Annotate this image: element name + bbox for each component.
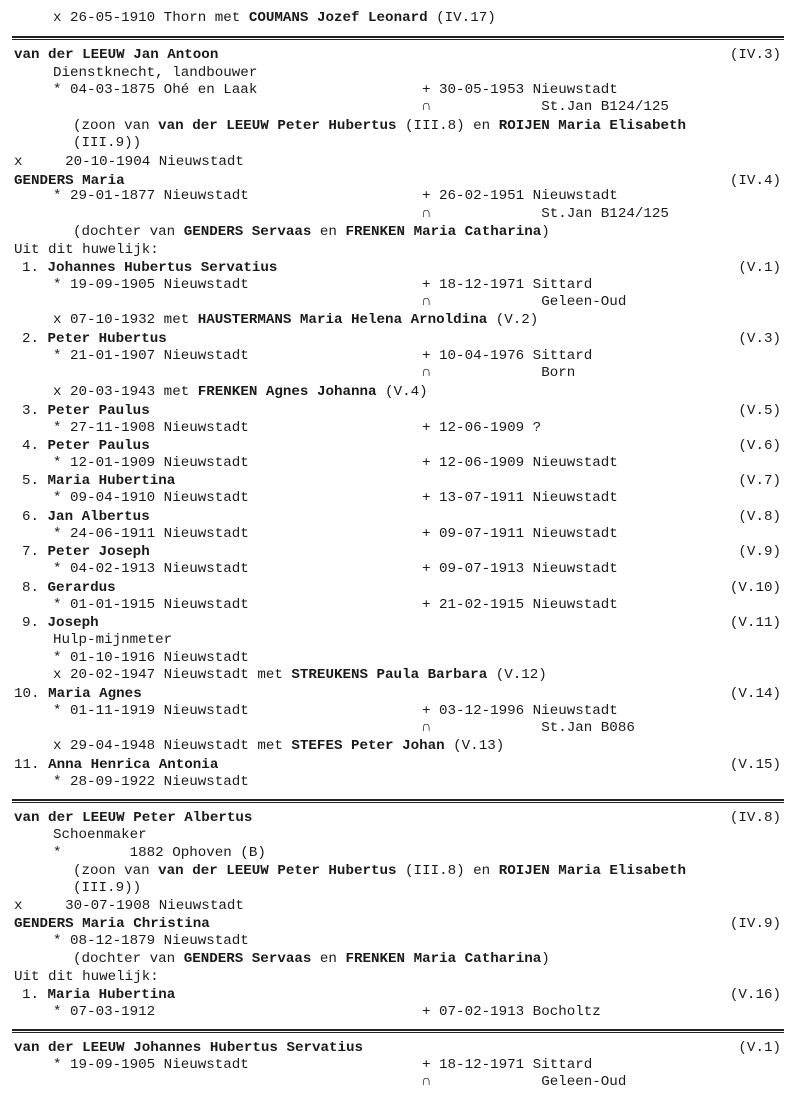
record-line	[73, 951, 550, 968]
record-line	[53, 933, 249, 950]
generation-reference: (V.8)	[738, 509, 781, 525]
generation-reference: (V.10)	[729, 580, 781, 596]
generation-reference: (V.14)	[729, 686, 781, 702]
line-text: 6.	[22, 509, 48, 525]
line-text: * 1882 Ophoven (B)	[53, 845, 266, 861]
record-line	[22, 580, 116, 597]
person-name: Jan Albertus	[47, 509, 150, 525]
generation-reference: (V.7)	[738, 473, 781, 489]
line-text: 2.	[22, 331, 48, 347]
death-burial-field: + 18-12-1971 Sittard	[422, 1057, 593, 1073]
person-name: Johannes Hubertus Servatius	[47, 260, 278, 276]
line-text: * 29-01-1877 Nieuwstadt	[53, 188, 249, 204]
record-line	[22, 403, 150, 420]
line-text: * 01-01-1915 Nieuwstadt	[53, 597, 249, 613]
line-text: * 21-01-1907 Nieuwstadt	[53, 348, 249, 364]
death-burial-field: + 12-06-1909 ?	[422, 420, 542, 436]
person-name: COUMANS Jozef Leonard	[248, 10, 428, 26]
record-line	[22, 544, 150, 561]
death-burial-field: ∩ St.Jan B086	[422, 720, 635, 736]
record-line	[53, 1057, 249, 1074]
record-line	[53, 1004, 155, 1021]
record-line	[22, 438, 150, 455]
record-line	[53, 312, 538, 329]
line-text: 10.	[14, 686, 49, 702]
person-name: Anna Henrica Antonia	[48, 757, 219, 773]
line-text: 8.	[22, 580, 48, 596]
line-text: (dochter van	[73, 951, 184, 967]
record-line	[53, 774, 249, 791]
death-burial-field: ∩ St.Jan B124/125	[422, 206, 669, 222]
death-burial-field: + 13-07-1911 Nieuwstadt	[422, 490, 618, 506]
record-line	[22, 615, 99, 632]
person-name: GENDERS Maria Christina	[14, 916, 210, 932]
line-text: 5.	[22, 473, 48, 489]
record-line	[53, 188, 249, 205]
line-text: Dienstknecht, landbouwer	[53, 65, 258, 81]
death-burial-field: ∩ Geleen-Oud	[422, 294, 627, 310]
line-text-after: )	[541, 951, 550, 967]
record-line	[14, 686, 142, 703]
line-text: x 20-02-1947 Nieuwstadt met	[53, 667, 292, 683]
record-line	[53, 738, 504, 755]
person-name: van der LEEUW Johannes Hubertus Servatius	[14, 1040, 364, 1056]
record-line	[53, 277, 249, 294]
section-divider	[12, 36, 784, 40]
line-text: Hulp-mijnmeter	[53, 632, 173, 648]
record-line	[14, 810, 252, 827]
record-line	[53, 65, 257, 82]
record-line	[53, 10, 496, 27]
line-text: 11.	[14, 757, 49, 773]
generation-reference: (V.6)	[738, 438, 781, 454]
record-line	[73, 135, 141, 152]
record-line	[53, 827, 147, 844]
line-text: (zoon van	[73, 863, 159, 879]
line-text: (III.9))	[73, 880, 142, 896]
line-text-after: (V.13)	[444, 738, 505, 754]
record-line	[53, 490, 249, 507]
record-line	[53, 667, 547, 684]
line-text: * 19-09-1905 Nieuwstadt	[53, 1057, 249, 1073]
death-burial-field: + 30-05-1953 Nieuwstadt	[422, 82, 618, 98]
line-text: * 04-02-1913 Nieuwstadt	[53, 561, 249, 577]
generation-reference: (IV.8)	[729, 810, 781, 826]
line-text: * 04-03-1875 Ohé en Laak	[53, 82, 258, 98]
person-name: ROIJEN Maria Elisabeth	[498, 118, 687, 134]
person-name: Maria Hubertina	[47, 473, 176, 489]
person-name: van der LEEUW Peter Hubertus	[158, 118, 397, 134]
record-line	[14, 898, 244, 915]
record-line	[73, 880, 141, 897]
line-text-after: en	[311, 951, 346, 967]
record-line	[53, 526, 249, 543]
record-line	[53, 650, 249, 667]
record-line	[14, 154, 244, 171]
record-line	[22, 509, 150, 526]
line-text: 7.	[22, 544, 48, 560]
line-text: x 07-10-1932 met	[53, 312, 198, 328]
death-burial-field: + 07-02-1913 Bocholtz	[422, 1004, 601, 1020]
generation-reference: (V.1)	[738, 260, 781, 276]
person-name: Maria Hubertina	[47, 987, 176, 1003]
line-text: 9.	[22, 615, 48, 631]
line-text: x 26-05-1910 Thorn met	[53, 10, 249, 26]
person-name: STEFES Peter Johan	[291, 738, 445, 754]
person-name: FRENKEN Agnes Johanna	[197, 384, 377, 400]
record-line	[53, 632, 172, 649]
death-burial-field: ∩ Born	[422, 365, 576, 381]
generation-reference: (IV.4)	[729, 173, 781, 189]
death-burial-field: + 18-12-1971 Sittard	[422, 277, 593, 293]
record-line	[22, 473, 175, 490]
line-text: (III.9))	[73, 135, 142, 151]
record-line	[14, 969, 159, 986]
record-line	[53, 703, 249, 720]
line-text: * 28-09-1922 Nieuwstadt	[53, 774, 249, 790]
line-text-after: (IV.17)	[427, 10, 496, 26]
person-name: van der LEEUW Peter Albertus	[14, 810, 253, 826]
section-divider	[12, 1029, 784, 1033]
record-line	[53, 82, 257, 99]
generation-reference: (V.16)	[729, 987, 781, 1003]
line-text-after: (V.2)	[487, 312, 539, 328]
record-line	[53, 455, 249, 472]
person-name: FRENKEN Maria Catharina	[345, 951, 542, 967]
person-name: ROIJEN Maria Elisabeth	[498, 863, 687, 879]
record-line	[53, 348, 249, 365]
person-name: Peter Joseph	[47, 544, 150, 560]
line-text: * 08-12-1879 Nieuwstadt	[53, 933, 249, 949]
generation-reference: (IV.9)	[729, 916, 781, 932]
person-name: GENDERS Maria	[14, 173, 125, 189]
line-text: x 30-07-1908 Nieuwstadt	[14, 898, 244, 914]
record-line	[22, 260, 277, 277]
record-line	[22, 331, 167, 348]
death-burial-field: ∩ St.Jan B124/125	[422, 99, 669, 115]
record-line	[53, 845, 266, 862]
record-line	[14, 1040, 363, 1057]
record-line	[14, 916, 210, 933]
generation-reference: (V.11)	[729, 615, 781, 631]
record-line	[53, 384, 428, 401]
record-line	[14, 242, 159, 259]
line-text-after: (V.4)	[376, 384, 428, 400]
section-divider	[12, 799, 784, 803]
death-burial-field: + 03-12-1996 Nieuwstadt	[422, 703, 618, 719]
line-text: 4.	[22, 438, 48, 454]
person-name: Peter Paulus	[47, 438, 150, 454]
line-text: * 01-11-1919 Nieuwstadt	[53, 703, 249, 719]
record-line	[73, 224, 550, 241]
death-burial-field: + 09-07-1913 Nieuwstadt	[422, 561, 618, 577]
person-name: Joseph	[47, 615, 99, 631]
line-text: * 01-10-1916 Nieuwstadt	[53, 650, 249, 666]
record-line	[53, 597, 249, 614]
death-burial-field: + 21-02-1915 Nieuwstadt	[422, 597, 618, 613]
death-burial-field: + 10-04-1976 Sittard	[422, 348, 593, 364]
record-line	[22, 987, 175, 1004]
line-text: * 07-03-1912	[53, 1004, 156, 1020]
line-text: 3.	[22, 403, 48, 419]
line-text: x 20-10-1904 Nieuwstadt	[14, 154, 244, 170]
line-text: 1.	[22, 987, 48, 1003]
record-line	[73, 863, 686, 880]
person-name: GENDERS Servaas	[183, 224, 312, 240]
record-line	[73, 118, 686, 135]
line-text: (dochter van	[73, 224, 184, 240]
line-text: Schoenmaker	[53, 827, 147, 843]
line-text: Uit dit huwelijk:	[14, 242, 159, 258]
person-name: HAUSTERMANS Maria Helena Arnoldina	[197, 312, 488, 328]
death-burial-field: + 12-06-1909 Nieuwstadt	[422, 455, 618, 471]
person-name: Maria Agnes	[48, 686, 142, 702]
line-text: Uit dit huwelijk:	[14, 969, 159, 985]
person-name: Gerardus	[47, 580, 116, 596]
generation-reference: (V.9)	[738, 544, 781, 560]
line-text: * 24-06-1911 Nieuwstadt	[53, 526, 249, 542]
person-name: Peter Hubertus	[47, 331, 167, 347]
line-text-after: (III.8) en	[396, 863, 499, 879]
death-burial-field: + 26-02-1951 Nieuwstadt	[422, 188, 618, 204]
line-text: x 20-03-1943 met	[53, 384, 198, 400]
person-name: STREUKENS Paula Barbara	[291, 667, 488, 683]
line-text: * 09-04-1910 Nieuwstadt	[53, 490, 249, 506]
person-name: Peter Paulus	[47, 403, 150, 419]
person-name: van der LEEUW Peter Hubertus	[158, 863, 397, 879]
person-name: van der LEEUW Jan Antoon	[14, 47, 219, 63]
line-text: x 29-04-1948 Nieuwstadt met	[53, 738, 292, 754]
death-burial-field: + 09-07-1911 Nieuwstadt	[422, 526, 618, 542]
record-line	[53, 420, 249, 437]
generation-reference: (IV.3)	[729, 47, 781, 63]
generation-reference: (V.5)	[738, 403, 781, 419]
generation-reference: (V.3)	[738, 331, 781, 347]
line-text-after: (III.8) en	[396, 118, 499, 134]
line-text: * 12-01-1909 Nieuwstadt	[53, 455, 249, 471]
death-burial-field: ∩ Geleen-Oud	[422, 1074, 627, 1090]
record-line	[14, 757, 218, 774]
line-text-after: )	[541, 224, 550, 240]
generation-reference: (V.1)	[738, 1040, 781, 1056]
record-line	[14, 47, 218, 64]
line-text: (zoon van	[73, 118, 159, 134]
line-text: 1.	[22, 260, 48, 276]
record-line	[53, 561, 249, 578]
line-text: * 19-09-1905 Nieuwstadt	[53, 277, 249, 293]
person-name: GENDERS Servaas	[183, 951, 312, 967]
person-name: FRENKEN Maria Catharina	[345, 224, 542, 240]
generation-reference: (V.15)	[729, 757, 781, 773]
line-text-after: en	[311, 224, 346, 240]
line-text: * 27-11-1908 Nieuwstadt	[53, 420, 249, 436]
line-text-after: (V.12)	[487, 667, 547, 683]
